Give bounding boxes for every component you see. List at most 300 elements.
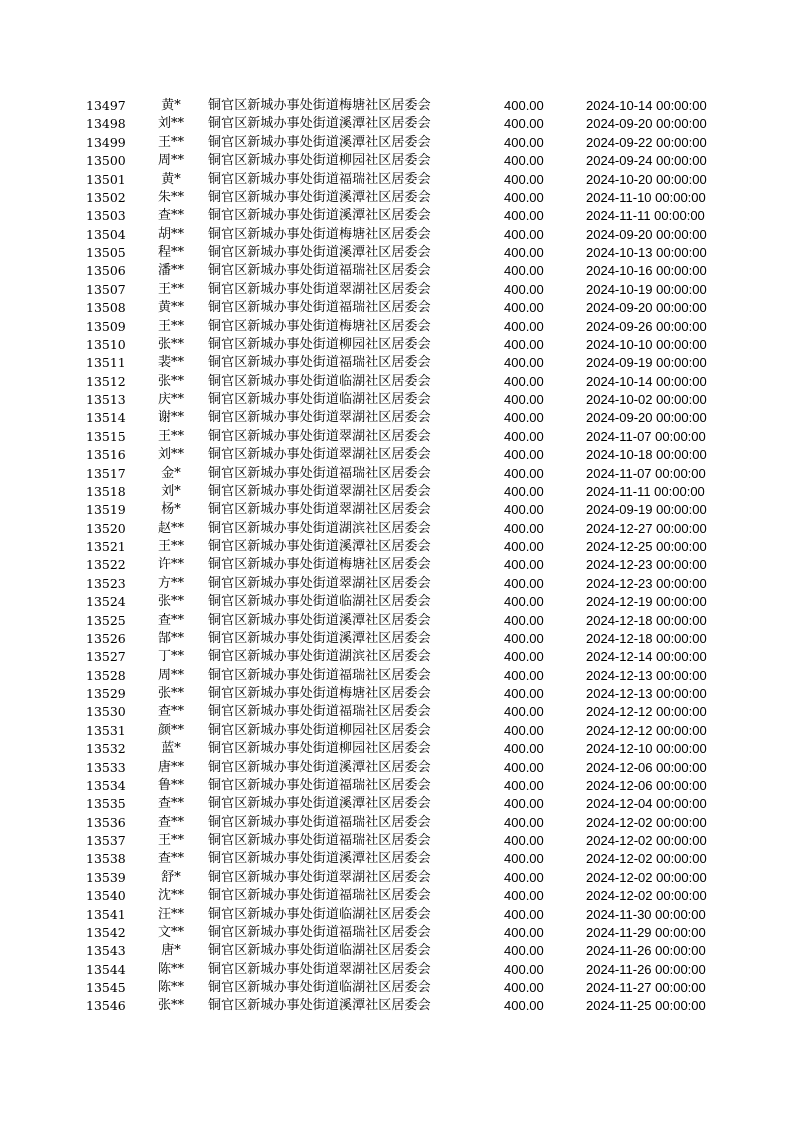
community-name: 铜官区新城办事处街道梅塘社区居委会 — [208, 226, 431, 242]
community-name: 铜官区新城办事处街道福瑞社区居委会 — [208, 814, 431, 830]
payment-date: 2024-10-14 00:00:00 — [586, 373, 707, 389]
payment-date: 2024-10-13 00:00:00 — [586, 245, 707, 260]
recipient-name: 刘* — [161, 483, 181, 499]
payment-date: 2024-12-02 00:00:00 — [586, 888, 707, 904]
community-name: 铜官区新城办事处街道湖滨社区居委会 — [208, 520, 431, 536]
community-name: 铜官区新城办事处街道翠湖社区居委会 — [208, 575, 431, 591]
table-row — [0, 832, 793, 850]
community-name: 铜官区新城办事处街道临湖社区居委会 — [208, 906, 431, 922]
amount: 400.00 — [504, 649, 544, 665]
payment-date: 2024-10-18 00:00:00 — [586, 447, 707, 463]
amount: 400.00 — [504, 575, 544, 591]
recipient-name: 张** — [157, 686, 184, 701]
recipient-name: 黄* — [161, 98, 181, 113]
community-name: 铜官区新城办事处街道临湖社区居委会 — [208, 392, 431, 407]
amount: 400.00 — [504, 998, 544, 1014]
recipient-name: 杨* — [161, 502, 181, 518]
community-name: 铜官区新城办事处街道福瑞社区居委会 — [208, 888, 431, 904]
record-id: 13521 — [86, 539, 126, 554]
table-row — [0, 520, 793, 538]
community-name: 铜官区新城办事处街道福瑞社区居委会 — [208, 465, 431, 481]
record-id: 13526 — [86, 630, 126, 646]
community-name: 铜官区新城办事处街道临湖社区居委会 — [208, 373, 431, 389]
amount: 400.00 — [504, 300, 544, 316]
amount: 400.00 — [504, 134, 544, 150]
community-name: 铜官区新城办事处街道福瑞社区居委会 — [208, 833, 431, 848]
community-name: 铜官区新城办事处街道柳园社区居委会 — [208, 741, 431, 757]
recipient-name: 王** — [157, 318, 184, 334]
amount: 400.00 — [504, 153, 544, 169]
amount: 400.00 — [504, 428, 544, 444]
community-name: 铜官区新城办事处街道柳园社区居委会 — [208, 153, 431, 169]
community-name: 铜官区新城办事处街道福瑞社区居委会 — [208, 355, 431, 371]
recipient-name: 查** — [157, 612, 184, 628]
record-id: 13537 — [86, 833, 126, 848]
payment-date: 2024-12-25 00:00:00 — [586, 539, 707, 554]
amount: 400.00 — [504, 686, 544, 701]
payment-date: 2024-12-19 00:00:00 — [586, 594, 707, 610]
payment-date: 2024-12-10 00:00:00 — [586, 741, 707, 757]
community-name: 铜官区新城办事处街道梅塘社区居委会 — [208, 318, 431, 334]
community-name: 铜官区新城办事处街道临湖社区居委会 — [208, 594, 431, 610]
amount: 400.00 — [504, 281, 544, 297]
amount: 400.00 — [504, 630, 544, 646]
record-id: 13517 — [86, 465, 126, 481]
table-row — [0, 850, 793, 868]
record-id: 13527 — [86, 649, 126, 665]
community-name: 铜官区新城办事处街道临湖社区居委会 — [208, 980, 431, 995]
record-id: 13506 — [86, 263, 126, 279]
record-id: 13498 — [86, 116, 126, 132]
table-row — [0, 207, 793, 225]
amount: 400.00 — [504, 539, 544, 554]
table-row — [0, 593, 793, 611]
payment-date: 2024-12-18 00:00:00 — [586, 630, 707, 646]
community-name: 铜官区新城办事处街道福瑞社区居委会 — [208, 924, 431, 940]
record-id: 13523 — [86, 575, 126, 591]
community-name: 铜官区新城办事处街道溪潭社区居委会 — [208, 759, 431, 775]
record-id: 13504 — [86, 226, 126, 242]
amount: 400.00 — [504, 208, 544, 224]
amount: 400.00 — [504, 777, 544, 793]
community-name: 铜官区新城办事处街道翠湖社区居委会 — [208, 428, 431, 444]
recipient-name: 查** — [157, 814, 184, 830]
record-id: 13509 — [86, 318, 126, 334]
record-id: 13516 — [86, 447, 126, 463]
community-name: 铜官区新城办事处街道福瑞社区居委会 — [208, 777, 431, 793]
community-name: 铜官区新城办事处街道柳园社区居委会 — [208, 722, 431, 738]
record-id: 13518 — [86, 483, 126, 499]
payment-date: 2024-10-14 00:00:00 — [586, 98, 707, 113]
amount: 400.00 — [504, 116, 544, 132]
record-id: 13507 — [86, 281, 126, 297]
amount: 400.00 — [504, 704, 544, 720]
record-id: 13497 — [86, 98, 126, 113]
payment-date: 2024-11-07 00:00:00 — [586, 465, 706, 481]
table-row — [0, 134, 793, 152]
community-name: 铜官区新城办事处街道梅塘社区居委会 — [208, 557, 431, 573]
amount: 400.00 — [504, 318, 544, 334]
table-row — [0, 556, 793, 574]
recipient-name: 谢** — [157, 410, 184, 426]
table-row — [0, 924, 793, 942]
community-name: 铜官区新城办事处街道福瑞社区居委会 — [208, 667, 431, 683]
payment-date: 2024-11-07 00:00:00 — [586, 428, 706, 444]
table-row — [0, 262, 793, 280]
recipient-name: 颜** — [157, 722, 184, 738]
payment-date: 2024-11-11 00:00:00 — [586, 208, 705, 224]
payment-date: 2024-12-02 00:00:00 — [586, 814, 707, 830]
payment-date: 2024-12-13 00:00:00 — [586, 686, 707, 701]
recipient-name: 程** — [157, 245, 184, 260]
payment-date: 2024-09-20 00:00:00 — [586, 410, 707, 426]
table-row — [0, 777, 793, 795]
table-row — [0, 979, 793, 997]
amount: 400.00 — [504, 961, 544, 977]
record-id: 13502 — [86, 189, 126, 205]
recipient-name: 庆** — [157, 392, 184, 407]
payment-date: 2024-11-26 00:00:00 — [586, 961, 706, 977]
table-row — [0, 354, 793, 372]
payment-date: 2024-12-12 00:00:00 — [586, 722, 707, 738]
table-row — [0, 722, 793, 740]
payment-date: 2024-09-19 00:00:00 — [586, 502, 707, 518]
amount: 400.00 — [504, 741, 544, 757]
table-row — [0, 299, 793, 317]
community-name: 铜官区新城办事处街道溪潭社区居委会 — [208, 245, 431, 260]
payment-date: 2024-11-29 00:00:00 — [586, 924, 706, 940]
table-row — [0, 189, 793, 207]
record-id: 13531 — [86, 722, 126, 738]
community-name: 铜官区新城办事处街道溪潭社区居委会 — [208, 796, 431, 812]
recipient-name: 鲁** — [157, 777, 184, 793]
recipient-name: 刘** — [157, 447, 184, 463]
payment-date: 2024-12-06 00:00:00 — [586, 777, 707, 793]
amount: 400.00 — [504, 483, 544, 499]
recipient-name: 汪** — [157, 906, 184, 922]
payment-date: 2024-11-26 00:00:00 — [586, 943, 706, 959]
table-row — [0, 961, 793, 979]
community-name: 铜官区新城办事处街道翠湖社区居委会 — [208, 483, 431, 499]
record-id: 13508 — [86, 300, 126, 316]
amount: 400.00 — [504, 502, 544, 518]
recipient-name: 王** — [157, 833, 184, 848]
payment-date: 2024-10-02 00:00:00 — [586, 392, 707, 407]
amount: 400.00 — [504, 796, 544, 812]
table-row — [0, 391, 793, 409]
table-row — [0, 740, 793, 758]
community-name: 铜官区新城办事处街道梅塘社区居委会 — [208, 686, 431, 701]
payment-date: 2024-12-12 00:00:00 — [586, 704, 707, 720]
amount: 400.00 — [504, 667, 544, 683]
record-id: 13503 — [86, 208, 126, 224]
table-row — [0, 483, 793, 501]
community-name: 铜官区新城办事处街道福瑞社区居委会 — [208, 263, 431, 279]
amount: 400.00 — [504, 410, 544, 426]
record-id: 13513 — [86, 392, 126, 407]
amount: 400.00 — [504, 851, 544, 867]
payment-date: 2024-12-06 00:00:00 — [586, 759, 707, 775]
record-id: 13499 — [86, 134, 126, 150]
recipient-name: 方** — [157, 575, 184, 591]
recipient-name: 张** — [157, 594, 184, 610]
community-name: 铜官区新城办事处街道翠湖社区居委会 — [208, 961, 431, 977]
table-row — [0, 814, 793, 832]
amount: 400.00 — [504, 447, 544, 463]
community-name: 铜官区新城办事处街道福瑞社区居委会 — [208, 300, 431, 316]
community-name: 铜官区新城办事处街道翠湖社区居委会 — [208, 869, 431, 885]
table-row — [0, 428, 793, 446]
recipient-name: 王** — [157, 428, 184, 444]
table-row — [0, 759, 793, 777]
community-name: 铜官区新城办事处街道溪潭社区居委会 — [208, 189, 431, 205]
recipient-name: 蓝* — [161, 741, 181, 757]
table-row — [0, 997, 793, 1015]
recipient-name: 周** — [157, 153, 184, 169]
payment-date: 2024-10-16 00:00:00 — [586, 263, 707, 279]
recipient-name: 黄** — [157, 300, 184, 316]
recipient-name: 刘** — [157, 116, 184, 132]
record-id: 13541 — [86, 906, 126, 922]
payment-date: 2024-12-13 00:00:00 — [586, 667, 707, 683]
table-row — [0, 336, 793, 354]
table-row — [0, 281, 793, 299]
table-row — [0, 648, 793, 666]
table-row — [0, 501, 793, 519]
record-id: 13534 — [86, 777, 126, 793]
table-row — [0, 667, 793, 685]
table-row — [0, 465, 793, 483]
recipient-name: 查** — [157, 851, 184, 867]
record-id: 13511 — [86, 355, 126, 371]
community-name: 铜官区新城办事处街道溪潭社区居委会 — [208, 998, 431, 1014]
table-row — [0, 685, 793, 703]
record-id: 13515 — [86, 428, 126, 444]
amount: 400.00 — [504, 263, 544, 279]
payment-date: 2024-10-10 00:00:00 — [586, 336, 707, 352]
recipient-name: 王** — [157, 539, 184, 554]
table-row — [0, 373, 793, 391]
amount: 400.00 — [504, 594, 544, 610]
amount: 400.00 — [504, 557, 544, 573]
table-row — [0, 226, 793, 244]
recipient-name: 陈** — [157, 980, 184, 995]
recipient-name: 查** — [157, 208, 184, 224]
amount: 400.00 — [504, 465, 544, 481]
table-row — [0, 171, 793, 189]
recipient-name: 文** — [157, 924, 184, 940]
recipient-name: 黄* — [161, 171, 181, 187]
community-name: 铜官区新城办事处街道溪潭社区居委会 — [208, 208, 431, 224]
community-name: 铜官区新城办事处街道湖滨社区居委会 — [208, 649, 431, 665]
amount: 400.00 — [504, 520, 544, 536]
recipient-name: 张** — [157, 336, 184, 352]
amount: 400.00 — [504, 245, 544, 260]
table-row — [0, 446, 793, 464]
recipient-name: 查** — [157, 796, 184, 812]
record-id: 13522 — [86, 557, 126, 573]
recipient-name: 张** — [157, 998, 184, 1014]
record-id: 13505 — [86, 245, 126, 260]
record-id: 13536 — [86, 814, 126, 830]
table-row — [0, 906, 793, 924]
community-name: 铜官区新城办事处街道翠湖社区居委会 — [208, 281, 431, 297]
community-name: 铜官区新城办事处街道溪潭社区居委会 — [208, 116, 431, 132]
recipient-name: 许** — [157, 557, 184, 573]
record-id: 13520 — [86, 520, 126, 536]
amount: 400.00 — [504, 833, 544, 848]
amount: 400.00 — [504, 924, 544, 940]
recipient-name: 查** — [157, 704, 184, 720]
payment-date: 2024-09-26 00:00:00 — [586, 318, 707, 334]
community-name: 铜官区新城办事处街道溪潭社区居委会 — [208, 630, 431, 646]
record-id: 13519 — [86, 502, 126, 518]
payment-date: 2024-12-04 00:00:00 — [586, 796, 707, 812]
recipient-name: 王** — [157, 281, 184, 297]
payment-date: 2024-11-10 00:00:00 — [586, 189, 706, 205]
payment-date: 2024-11-30 00:00:00 — [586, 906, 706, 922]
recipient-name: 胡** — [157, 226, 184, 242]
amount: 400.00 — [504, 943, 544, 959]
payment-date: 2024-10-19 00:00:00 — [586, 281, 707, 297]
community-name: 铜官区新城办事处街道柳园社区居委会 — [208, 336, 431, 352]
community-name: 铜官区新城办事处街道翠湖社区居委会 — [208, 502, 431, 518]
amount: 400.00 — [504, 759, 544, 775]
record-id: 13543 — [86, 943, 126, 959]
table-row — [0, 244, 793, 262]
amount: 400.00 — [504, 373, 544, 389]
recipient-name: 赵** — [157, 520, 184, 536]
amount: 400.00 — [504, 226, 544, 242]
recipient-name: 张** — [157, 373, 184, 389]
payment-date: 2024-09-20 00:00:00 — [586, 226, 707, 242]
community-name: 铜官区新城办事处街道翠湖社区居委会 — [208, 410, 431, 426]
payment-date: 2024-12-02 00:00:00 — [586, 833, 707, 848]
table-row — [0, 115, 793, 133]
recipient-name: 舒* — [161, 869, 181, 885]
amount: 400.00 — [504, 906, 544, 922]
record-id: 13535 — [86, 796, 126, 812]
record-id: 13512 — [86, 373, 126, 389]
payment-date: 2024-12-02 00:00:00 — [586, 869, 707, 885]
record-id: 13538 — [86, 851, 126, 867]
record-id: 13542 — [86, 924, 126, 940]
table-row — [0, 575, 793, 593]
recipient-name: 朱** — [157, 189, 184, 205]
community-name: 铜官区新城办事处街道翠湖社区居委会 — [208, 447, 431, 463]
payment-date: 2024-12-14 00:00:00 — [586, 649, 707, 665]
recipient-name: 金* — [161, 465, 181, 481]
table-row — [0, 318, 793, 336]
payment-date: 2024-10-20 00:00:00 — [586, 171, 707, 187]
record-id: 13501 — [86, 171, 126, 187]
community-name: 铜官区新城办事处街道临湖社区居委会 — [208, 943, 431, 959]
recipient-name: 潘** — [157, 263, 184, 279]
recipient-name: 陈** — [157, 961, 184, 977]
amount: 400.00 — [504, 722, 544, 738]
payment-date: 2024-09-20 00:00:00 — [586, 116, 707, 132]
amount: 400.00 — [504, 189, 544, 205]
community-name: 铜官区新城办事处街道梅塘社区居委会 — [208, 98, 431, 113]
payment-date: 2024-09-22 00:00:00 — [586, 134, 707, 150]
table-row — [0, 887, 793, 905]
amount: 400.00 — [504, 392, 544, 407]
amount: 400.00 — [504, 98, 544, 113]
recipient-name: 王** — [157, 134, 184, 150]
recipient-name: 裴** — [157, 355, 184, 371]
table-row — [0, 97, 793, 115]
payment-date: 2024-11-27 00:00:00 — [586, 980, 706, 995]
payment-date: 2024-12-18 00:00:00 — [586, 612, 707, 628]
payment-date: 2024-09-20 00:00:00 — [586, 300, 707, 316]
record-id: 13529 — [86, 686, 126, 701]
community-name: 铜官区新城办事处街道溪潭社区居委会 — [208, 134, 431, 150]
record-id: 13533 — [86, 759, 126, 775]
payment-date: 2024-09-24 00:00:00 — [586, 153, 707, 169]
record-id: 13525 — [86, 612, 126, 628]
record-id: 13528 — [86, 667, 126, 683]
recipient-name: 沈** — [157, 888, 184, 904]
record-id: 13539 — [86, 869, 126, 885]
table-row — [0, 703, 793, 721]
record-id: 13500 — [86, 153, 126, 169]
table-row — [0, 942, 793, 960]
recipient-name: 唐* — [161, 943, 181, 959]
record-id: 13514 — [86, 410, 126, 426]
community-name: 铜官区新城办事处街道溪潭社区居委会 — [208, 539, 431, 554]
record-id: 13545 — [86, 980, 126, 995]
amount: 400.00 — [504, 869, 544, 885]
amount: 400.00 — [504, 336, 544, 352]
table-row — [0, 795, 793, 813]
record-id: 13524 — [86, 594, 126, 610]
payment-date: 2024-12-23 00:00:00 — [586, 575, 707, 591]
table-row — [0, 152, 793, 170]
community-name: 铜官区新城办事处街道溪潭社区居委会 — [208, 851, 431, 867]
community-name: 铜官区新城办事处街道福瑞社区居委会 — [208, 704, 431, 720]
amount: 400.00 — [504, 980, 544, 995]
table-row — [0, 409, 793, 427]
recipient-name: 丁** — [157, 649, 184, 665]
payment-date: 2024-12-23 00:00:00 — [586, 557, 707, 573]
records-table — [0, 97, 793, 1016]
table-row — [0, 612, 793, 630]
payment-date: 2024-09-19 00:00:00 — [586, 355, 707, 371]
recipient-name: 郜** — [157, 630, 184, 646]
recipient-name: 周** — [157, 667, 184, 683]
record-id: 13532 — [86, 741, 126, 757]
community-name: 铜官区新城办事处街道福瑞社区居委会 — [208, 171, 431, 187]
community-name: 铜官区新城办事处街道溪潭社区居委会 — [208, 612, 431, 628]
record-id: 13530 — [86, 704, 126, 720]
payment-date: 2024-12-27 00:00:00 — [586, 520, 707, 536]
recipient-name: 唐** — [157, 759, 184, 775]
amount: 400.00 — [504, 355, 544, 371]
record-id: 13546 — [86, 998, 126, 1014]
record-id: 13510 — [86, 336, 126, 352]
record-id: 13544 — [86, 961, 126, 977]
amount: 400.00 — [504, 814, 544, 830]
payment-date: 2024-11-11 00:00:00 — [586, 483, 705, 499]
payment-date: 2024-12-02 00:00:00 — [586, 851, 707, 867]
table-row — [0, 630, 793, 648]
amount: 400.00 — [504, 171, 544, 187]
payment-date: 2024-11-25 00:00:00 — [586, 998, 706, 1014]
amount: 400.00 — [504, 612, 544, 628]
table-row — [0, 869, 793, 887]
record-id: 13540 — [86, 888, 126, 904]
amount: 400.00 — [504, 888, 544, 904]
